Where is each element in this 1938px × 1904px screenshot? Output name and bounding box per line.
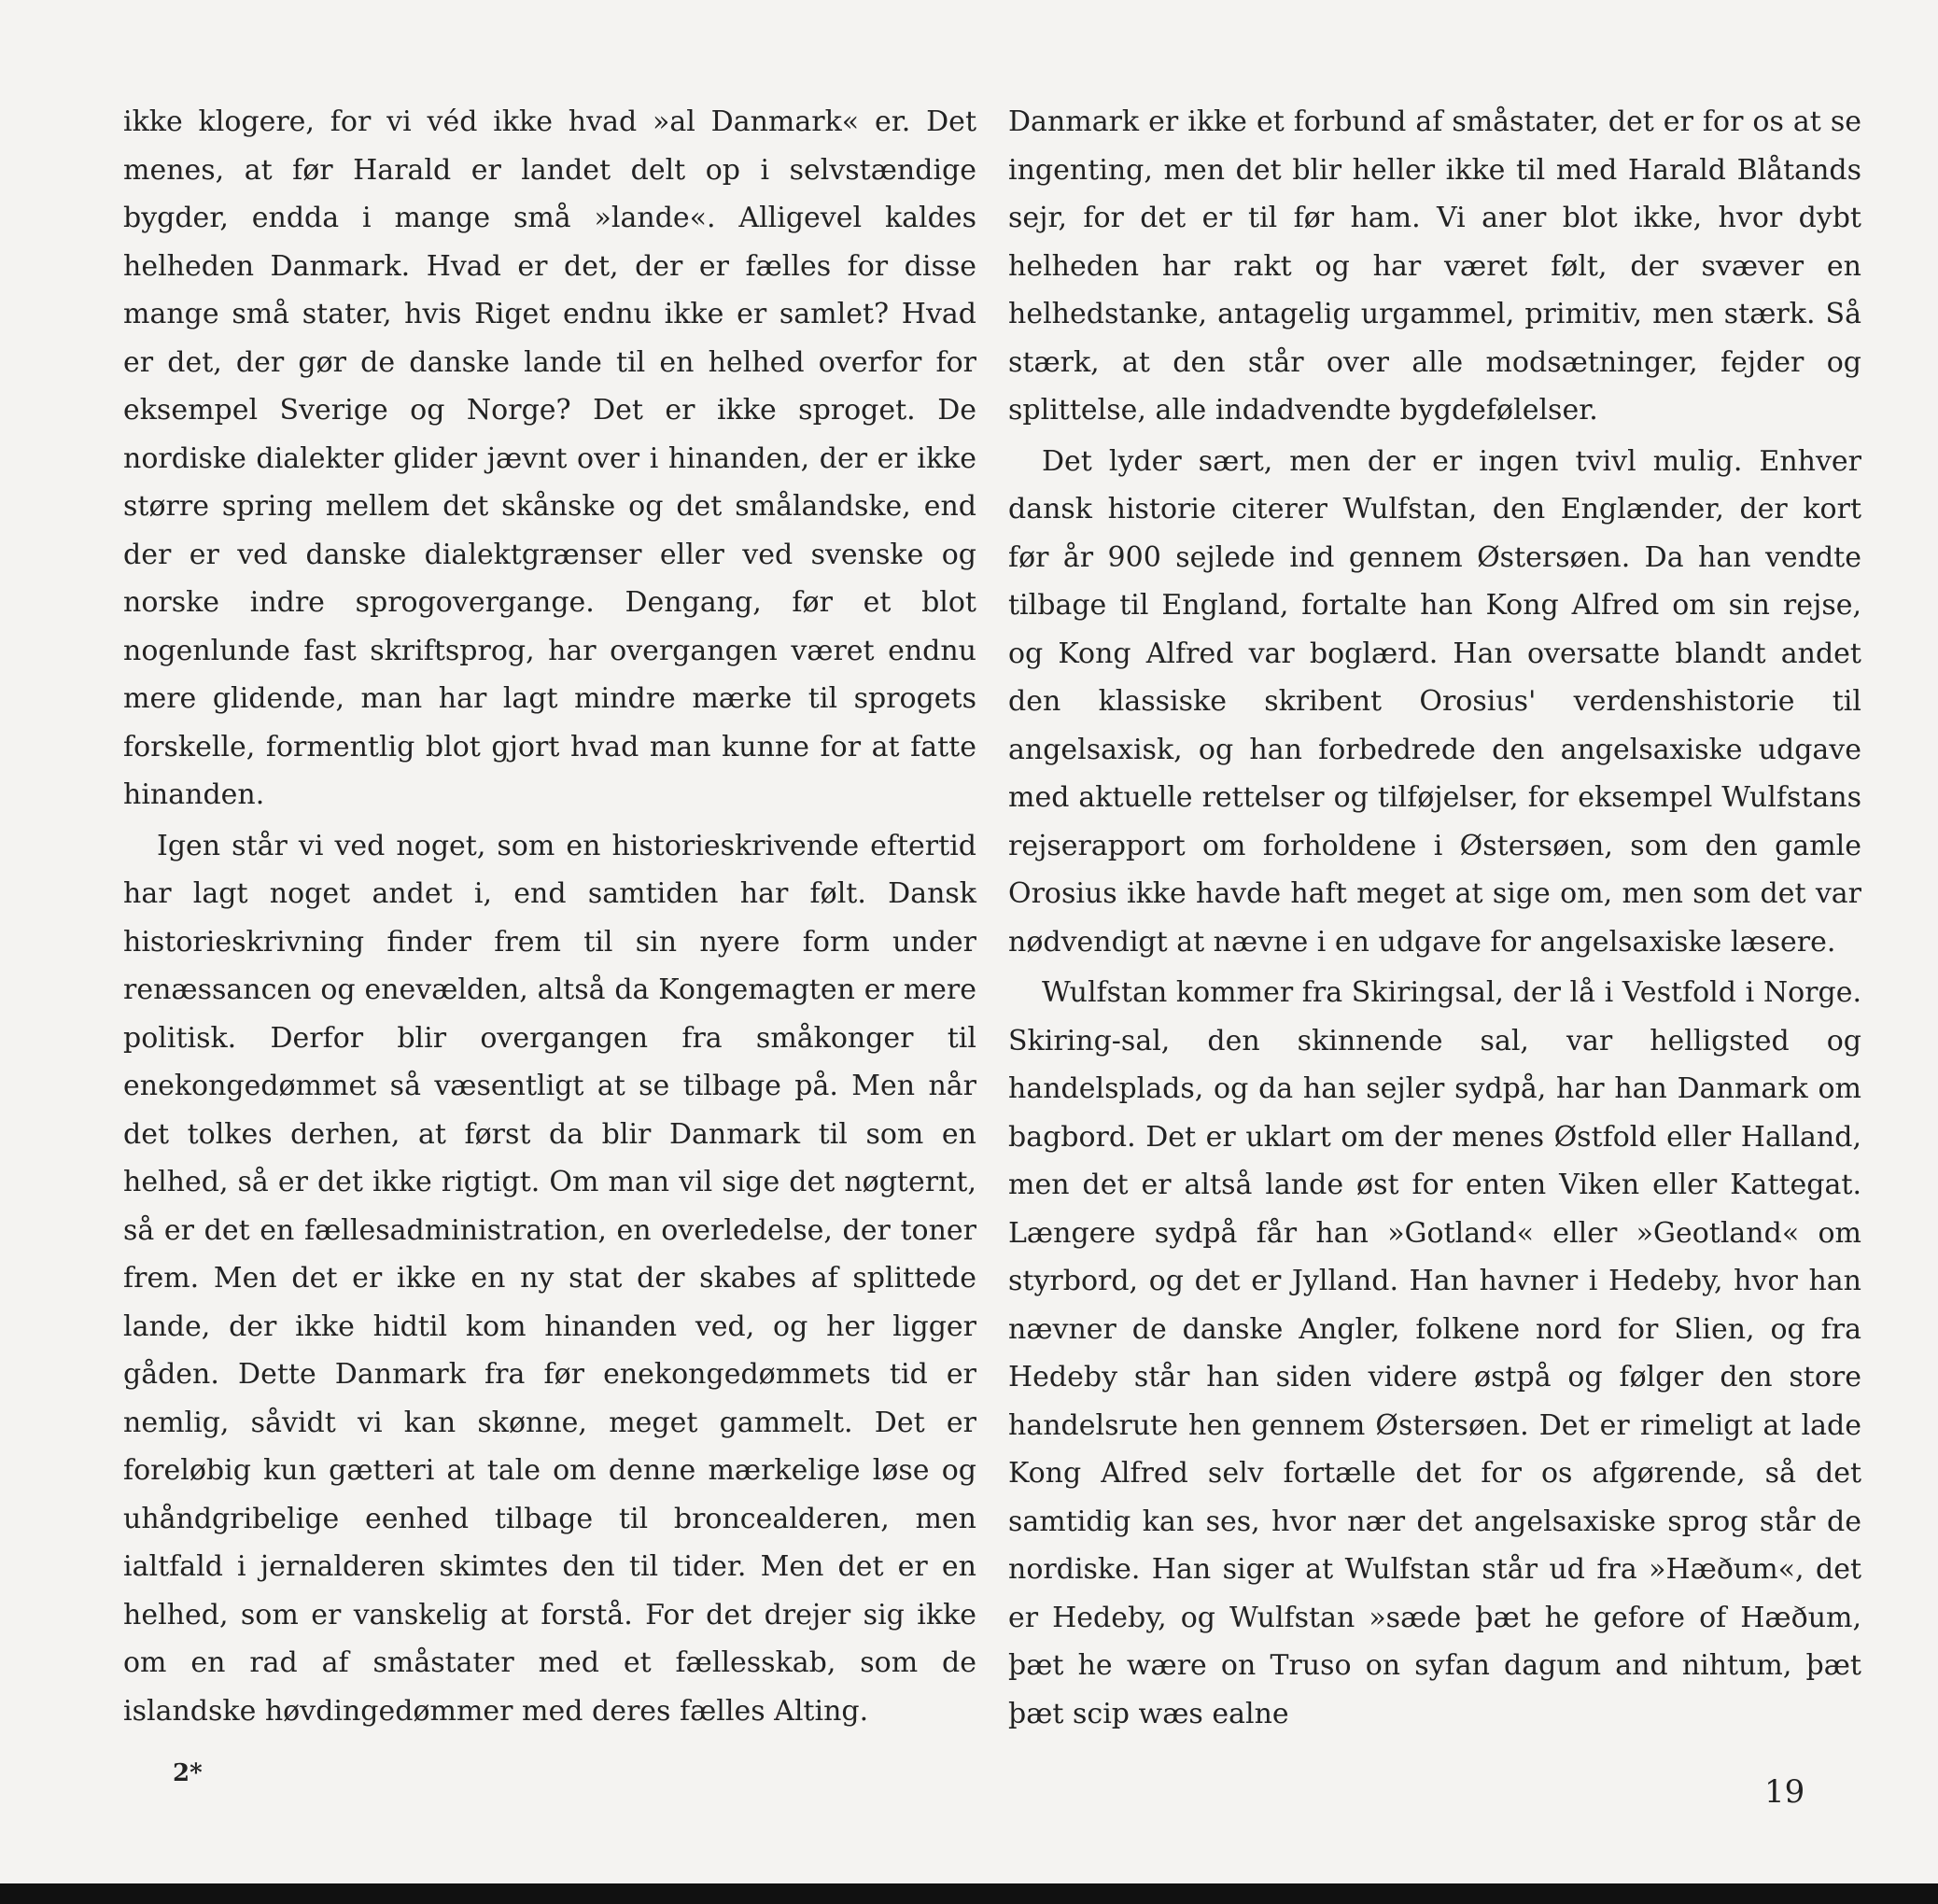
paragraph: Det lyder sært, men der er ingen tvivl mulig. Enhver dansk historie citerer Wulfstan, den Englænder, der kort før år 900 sejlede ind gennem Østersøen. Da han vendte tilbage til England, fortalte han Kong Alfred om sin rejse, og Kong Alfred var boglærd. Han oversatte blandt andet den klassiske skribent Orosius' verdenshistorie til angelsaxisk, og han forbedrede den angelsaxiske udgave med aktuelle rettelser og tilføjelser, for eksempel Wulfstans rejserapport om forholdene i Østersøen, som den gamle Orosius ikke havde haft meget at sige om, men som det var nødvendigt at nævne i en udgave for angelsaxiske læsere. <box>1008 444 1861 959</box>
scan-edge <box>0 1883 1938 1904</box>
page-number: 19 <box>1764 1773 1805 1811</box>
signature-mark: 2* <box>173 1759 203 1787</box>
paragraph: Wulfstan kommer fra Skiringsal, der lå i Vestfold i Norge. Skiring-sal, den skinnende sal, var helligsted og handelsplads, og da han sejler sydpå, har han Danmark om bagbord. Det er uklart om der menes Østfold eller Halland, men det er altså lande øst for enten Viken eller Kattegat. Længere sydpå får han »Gotland« eller »Geotland« om styrbord, og det er Jylland. Han havner i Hedeby, hvor han nævner de danske Angler, folkene nord for Slien, og fra Hedeby står han siden videre østpå og følger den store handelsrute hen gennem Østersøen. Det er rimeligt at lade Kong Alfred selv fortælle det for os afgørende, så det samtidig kan ses, hvor nær det angelsaxiske sprog står de nordiske. Han siger at Wulfstan står ud fra »Hæðum«, det er Hedeby, og Wulfstan »sæde þæt he gefore of Hæðum, þæt he wære on Truso on syfan dagum and nihtum, þæt þæt scip wæs ealne <box>1008 976 1861 1730</box>
paragraph: ikke klogere, for vi véd ikke hvad »al Danmark« er. Det menes, at før Harald er landet delt op i selvstændige bygder, endda i mange små »lande«. Alligevel kaldes helheden Danmark. Hvad er det, der er fælles for disse mange små stater, hvis Riget endnu ikke er samlet? Hvad er det, der gør de danske lande til en helhed overfor for eksempel Sverige og Norge? Det er ikke sproget. De nordiske dialekter glider jævnt over i hinanden, der er ikke større spring mellem det skånske og det smålandske, end der er ved danske dialektgrænser eller ved svenske og norske indre sprogovergange. Dengang, før et blot nogenlunde fast skriftsprog, har overgangen været endnu mere glidende, man har lagt mindre mærke til sprogets forskelle, formentlig blot gjort hvad man kunne for at fatte hinanden. <box>123 105 976 811</box>
left-text-column <box>123 98 976 1735</box>
right-text-column <box>1008 98 1861 1738</box>
paragraph: Danmark er ikke et forbund af småstater, det er for os at se ingenting, men det blir heller ikke til med Harald Blåtands sejr, for det er til før ham. Vi aner blot ikke, hvor dybt helheden har rakt og har været følt, der svæver en helhedstanke, antagelig urgammel, primitiv, men stærk. Så stærk, at den står over alle modsætninger, fejder og splittelse, alle indadvendte bygdefølelser. <box>1008 105 1861 427</box>
paragraph: Igen står vi ved noget, som en historieskrivende eftertid har lagt noget andet i, end samtiden har følt. Dansk historieskrivning finder frem til sin nyere form under renæssancen og enevælden, altså da Kongemagten er mere politisk. Derfor blir overgangen fra småkonger til enekongedømmet så væsentligt at se tilbage på. Men når det tolkes derhen, at først da blir Danmark til som en helhed, så er det ikke rigtigt. Om man vil sige det nøgternt, så er det en fællesadministration, en overledelse, der toner frem. Men det er ikke en ny stat der skabes af splittede lande, der ikke hidtil kom hinanden ved, og her ligger gåden. Dette Danmark fra før enekongedømmets tid er nemlig, såvidt vi kan skønne, meget gammelt. Det er foreløbig kun gætteri at tale om denne mærkelige løse og uhåndgribelige eenhed tilbage til broncealderen, men ialtfald i jernalderen skimtes den til tider. Men det er en helhed, som er vanskelig at forstå. For det drejer sig ikke om en rad af småstater med et fællesskab, som de islandske høvdingedømmer med deres fælles Alting. <box>123 829 976 1728</box>
